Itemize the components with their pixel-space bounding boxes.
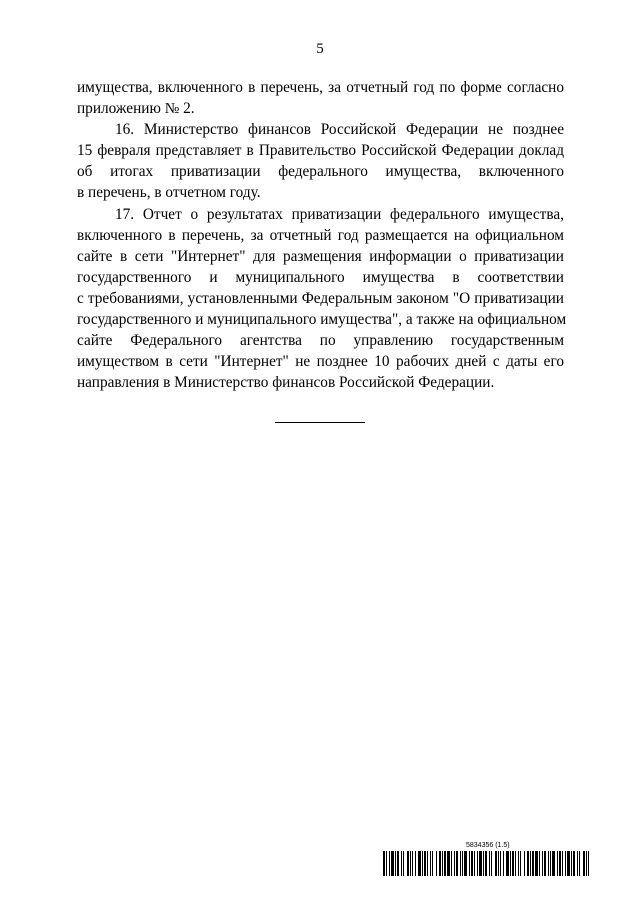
page-number: 5	[316, 41, 324, 57]
paragraph-continuation	[77, 77, 564, 119]
text-line: 16. Министерство финансов Российской Федерации не позднее	[115, 121, 564, 139]
text-line: с требованиями, установленными Федеральным законом "О приватизации	[77, 289, 564, 307]
document-body	[77, 77, 567, 393]
text-line: сайте Федерального агентства по управлению государственным	[77, 332, 564, 350]
text-line: имущества, включенного в перечень, за отчетный год по форме согласно	[77, 79, 564, 96]
text-line: 15 февраля представляет в Правительство Российской Федерации доклад	[77, 142, 564, 160]
section-divider	[275, 422, 365, 423]
text-line: включенного в перечень, за отчетный год размещается на официальном	[77, 226, 564, 244]
paragraph-item-17	[77, 204, 567, 394]
document-code: 5834356 (1.5)	[466, 842, 510, 849]
text-line: 17. Отчет о результатах приватизации федерального имущества,	[115, 205, 564, 223]
text-line: государственного и муниципального имущества в соответствии	[77, 268, 564, 286]
paragraph-item-16	[77, 119, 564, 203]
text-line: в перечень, в отчетном году.	[77, 184, 261, 202]
text-line: сайте в сети "Интернет" для размещения информации о приватизации	[77, 247, 564, 265]
text-line: имуществом в сети "Интернет" не позднее 10 рабочих дней с даты его	[77, 353, 564, 371]
text-line: государственного и муниципального имущества", а также на официальном	[77, 311, 567, 329]
text-line: приложению № 2.	[77, 100, 195, 118]
text-line: об итогах приватизации федерального имущества, включенного	[77, 163, 564, 181]
barcode	[383, 851, 590, 876]
text-line: направления в Министерство финансов Российской Федерации.	[77, 374, 495, 392]
